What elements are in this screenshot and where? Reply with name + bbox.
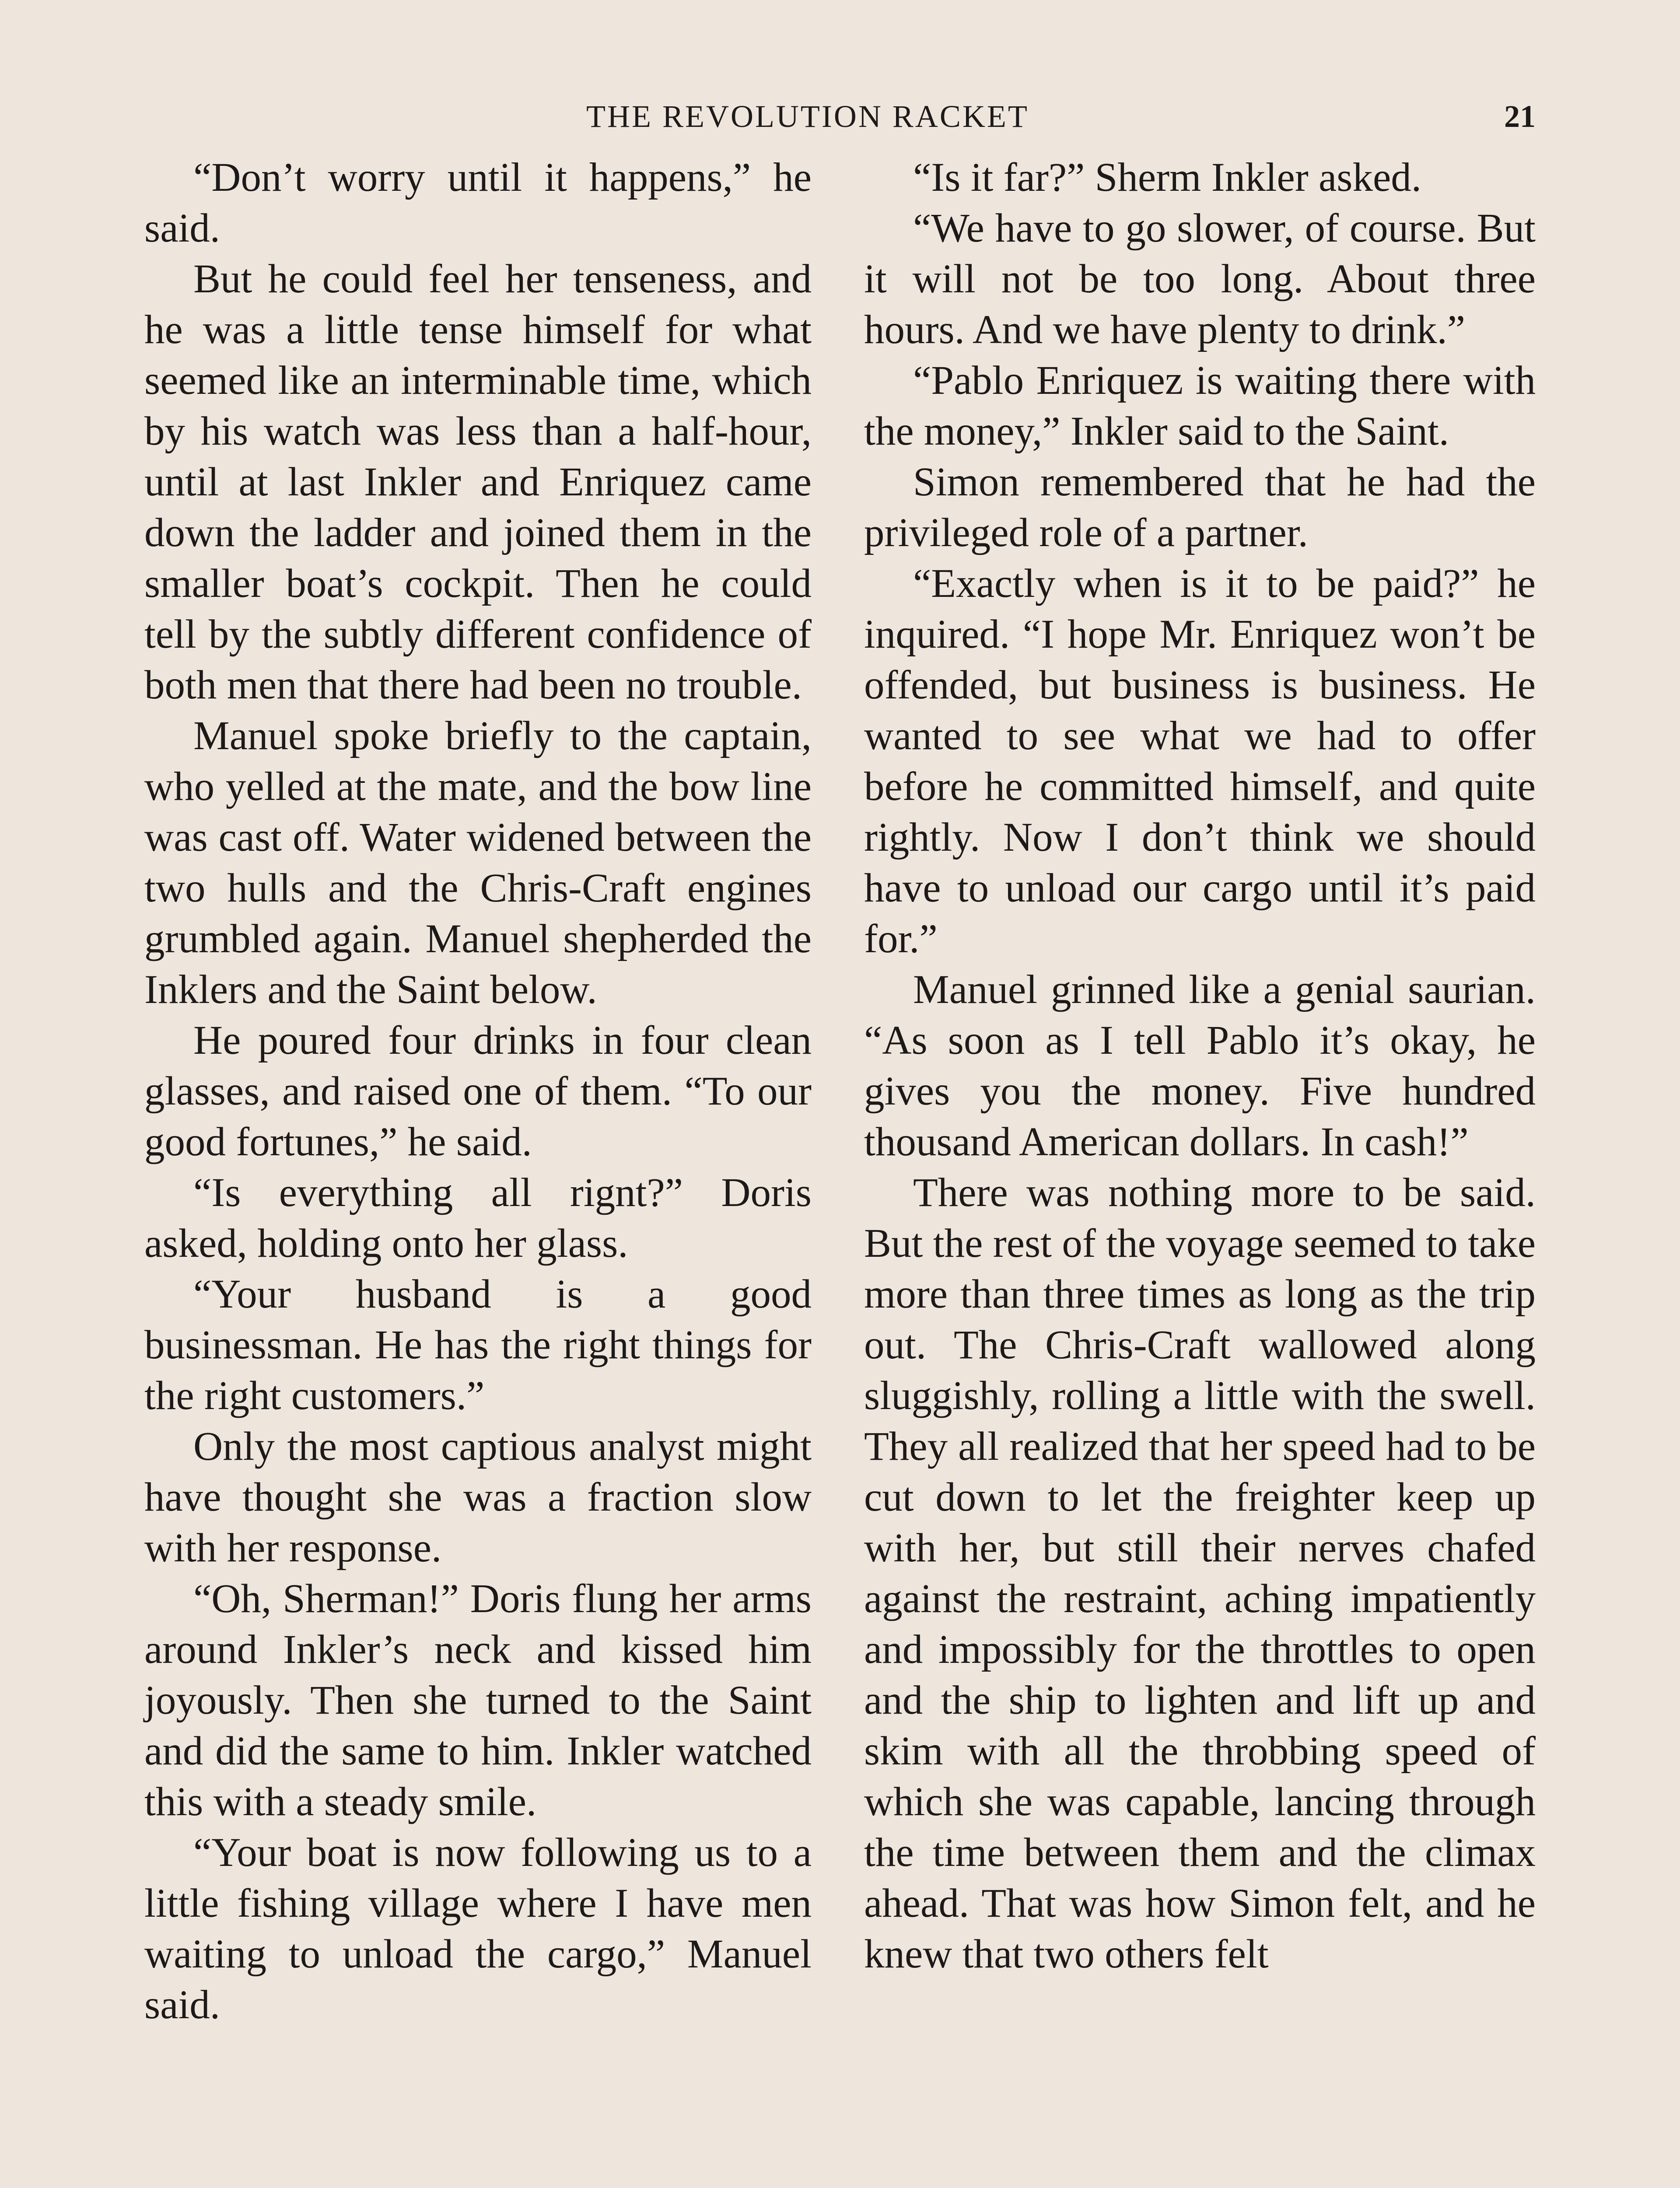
- paragraph: There was nothing more to be said. But the rest of the voyage seemed to take more than three times as long as the trip out. The Chris-Craft wallowed along sluggishly, rolling a little with the swell. They all realized that her speed had to be cut down to let the freighter keep up with her, but still their nerves chafed against the restraint, aching impatiently and impossibly for the throttles to open and the ship to lighten and lift up and skim with all the throbbing speed of which she was capable, lancing through the time between them and the climax ahead. That was how Simon felt, and he knew that two others felt: [864, 1170, 1536, 1977]
- paragraph: He poured four drinks in four clean glasses, and raised one of them. “To our good fortunes,” he said.: [144, 1018, 812, 1164]
- running-title: THE REVOLUTION RACKET: [586, 99, 1029, 134]
- paragraph: “Your husband is a good businessman. He has the right things for the right customers.”: [144, 1272, 812, 1418]
- paragraph: “Is everything all rignt?” Doris asked, holding onto her glass.: [144, 1170, 812, 1266]
- paragraph: Simon remembered that he had the privileged role of a partner.: [864, 459, 1536, 555]
- paragraph: “Don’t worry until it happens,” he said.: [144, 155, 812, 251]
- right-column: [864, 152, 1536, 1980]
- paragraph: Manuel spoke briefly to the captain, who yelled at the mate, and the bow line was cast off. Water widened between the two hulls and the Chris-Craft engines grumbled again. Manuel shepherded the Inklers and the Saint below.: [144, 713, 812, 1012]
- page-number: 21: [1504, 99, 1536, 134]
- page-header: [144, 98, 1536, 147]
- paragraph: Manuel grinned like a genial saurian. “As soon as I tell Pablo it’s okay, he gives you the money. Five hundred thousand American dollars. In cash!”: [864, 967, 1536, 1164]
- paragraph: But he could feel her tenseness, and he was a little tense himself for what seemed like an interminable time, which by his watch was less than a half-hour, until at last Inkler and Enriquez came down the ladder and joined them in the smaller boat’s cockpit. Then he could tell by the subtly different confidence of both men that there had been no trouble.: [144, 256, 812, 708]
- left-column: [144, 152, 812, 2030]
- paragraph: “We have to go slower, of course. But it will not be too long. About three hours. And we have plenty to drink.”: [864, 206, 1536, 352]
- paragraph: Only the most captious analyst might have thought she was a fraction slow with her response.: [144, 1424, 812, 1571]
- paragraph: “Your boat is now following us to a little fishing village where I have men waiting to unload the cargo,” Manuel said.: [144, 1830, 812, 2027]
- paragraph: “Is it far?” Sherm Inkler asked.: [913, 155, 1422, 200]
- paragraph: “Exactly when is it to be paid?” he inquired. “I hope Mr. Enriquez won’t be offended, but business is business. He wanted to see what we had to offer before he committed himself, and quite rightly. Now I don’t think we should have to unload our cargo until it’s paid for.”: [864, 561, 1536, 961]
- paragraph: “Pablo Enriquez is waiting there with the money,” Inkler said to the Saint.: [864, 358, 1536, 454]
- paragraph: “Oh, Sherman!” Doris flung her arms around Inkler’s neck and kissed him joyously. Then she turned to the Saint and did the same to him. Inkler watched this with a steady smile.: [144, 1576, 812, 1824]
